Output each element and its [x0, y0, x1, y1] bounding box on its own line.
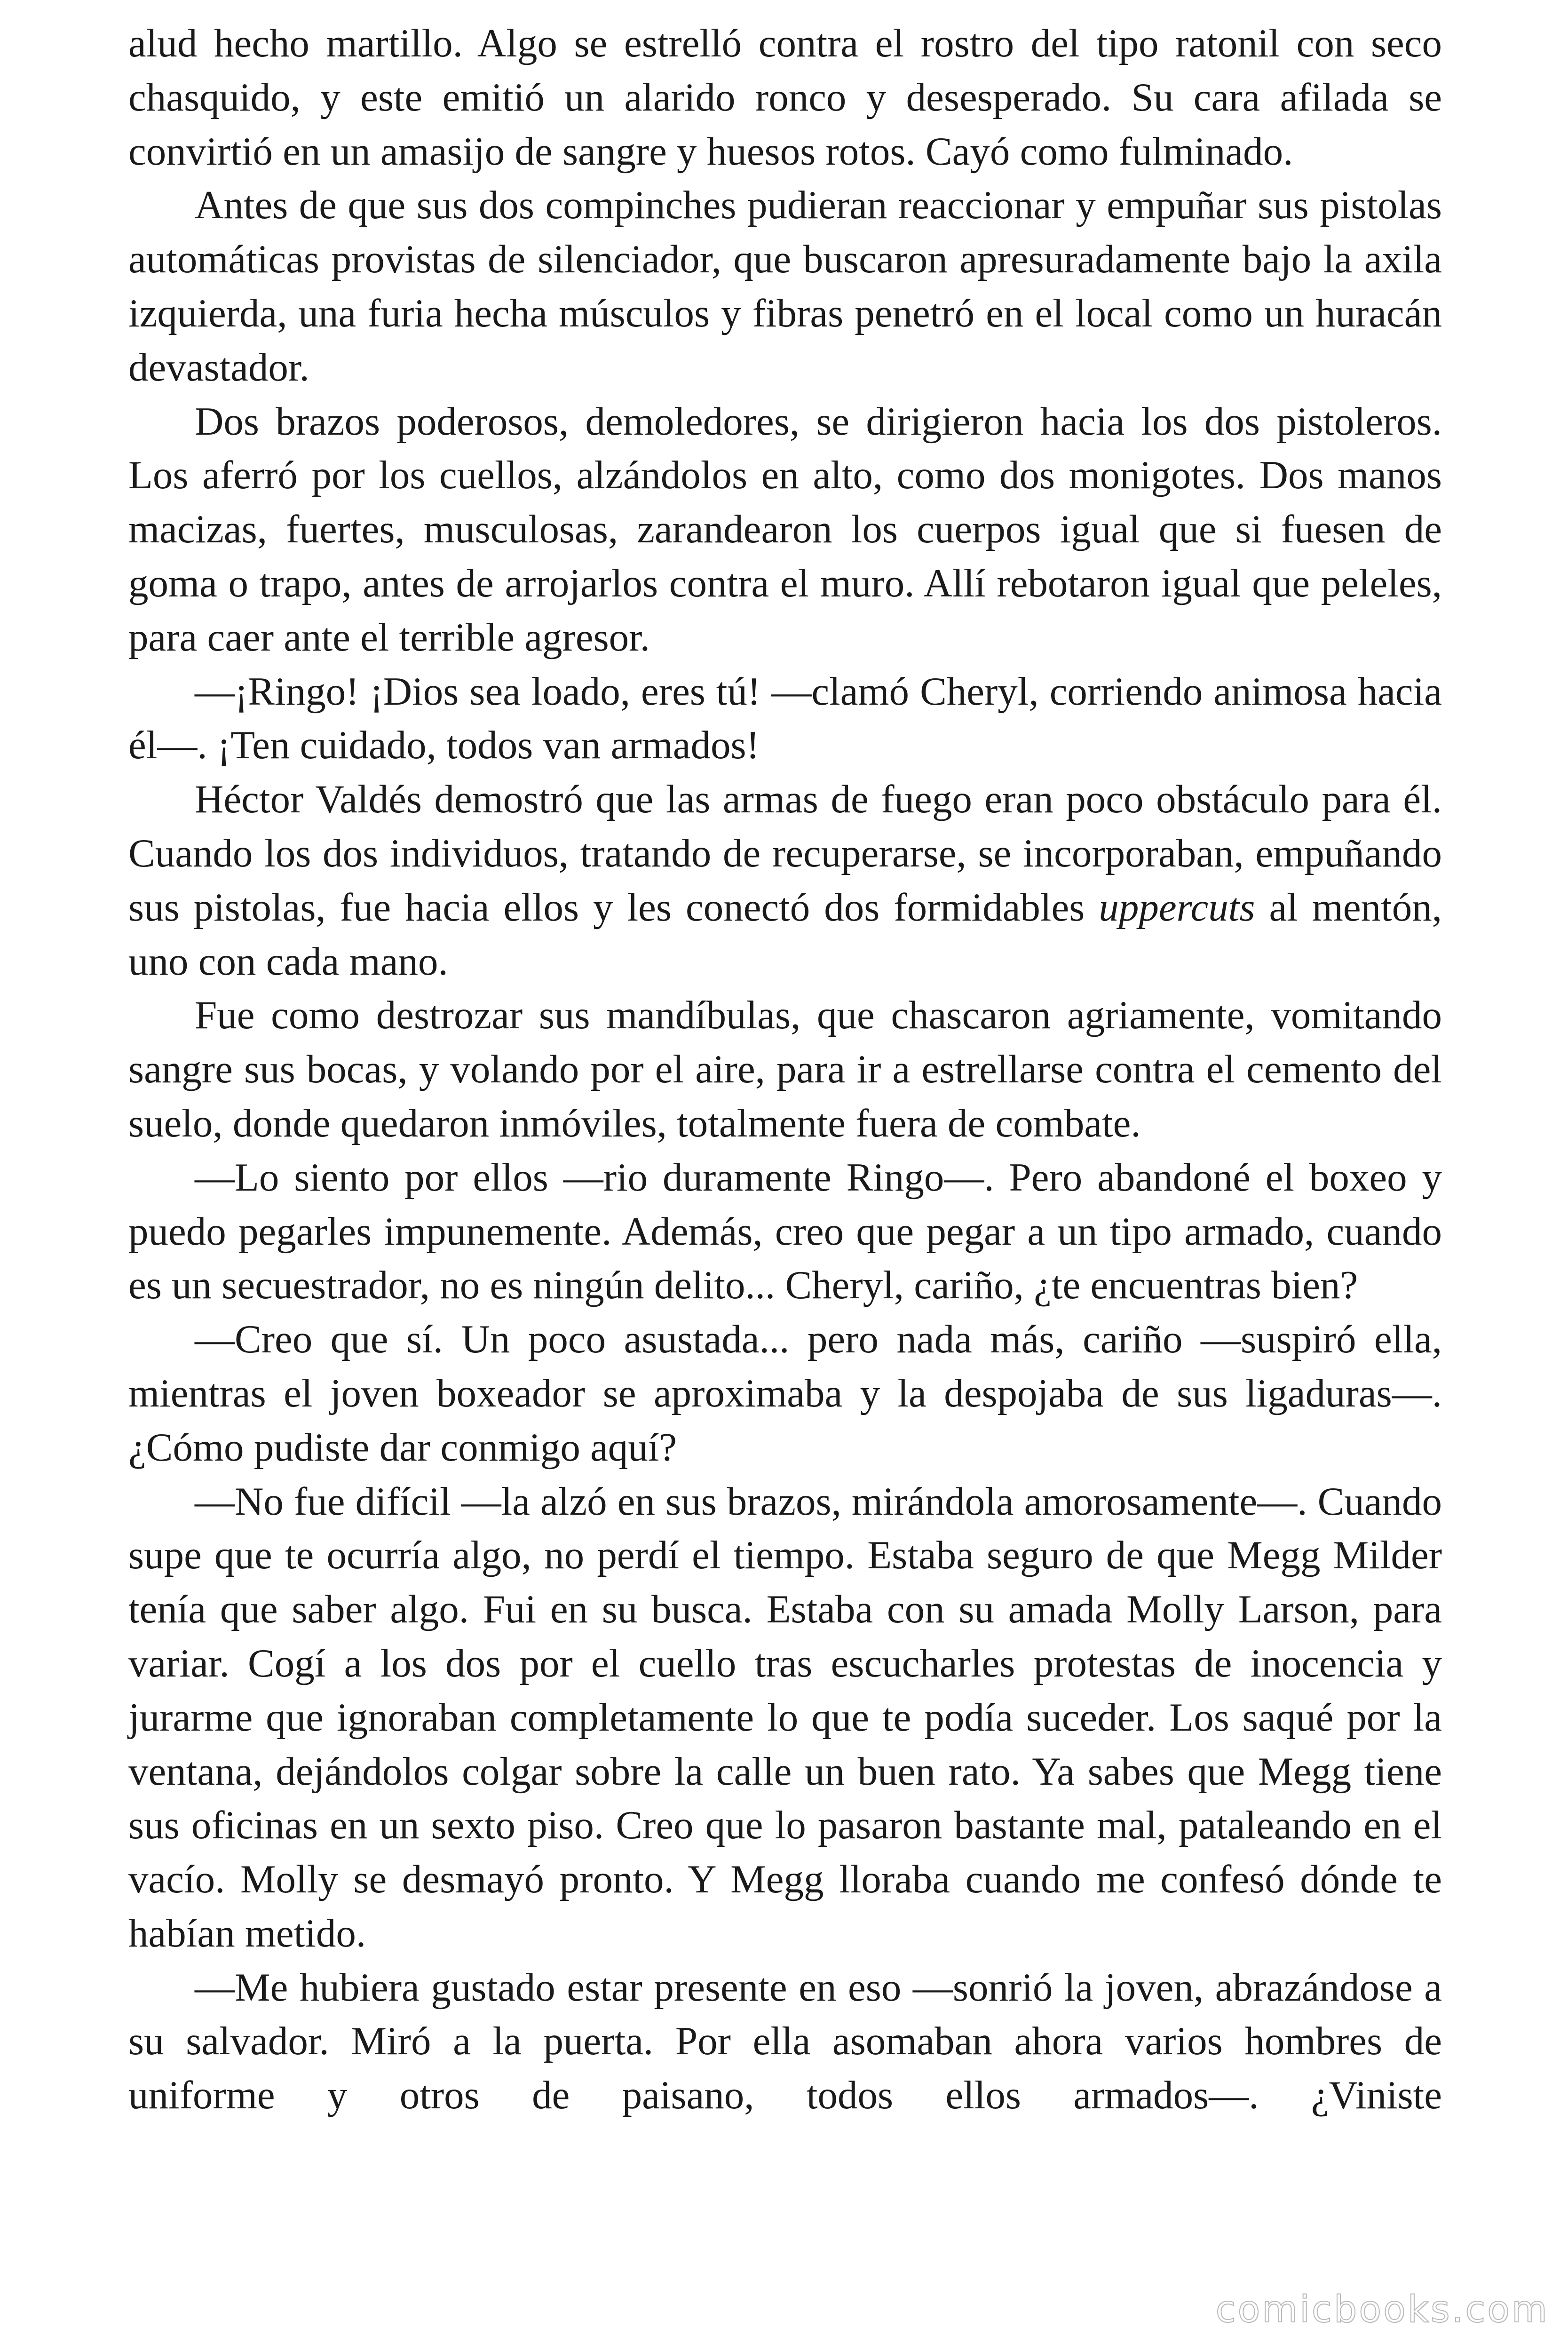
- watermark: comicbooks.com: [1215, 2288, 1549, 2331]
- paragraph-text: Fue como destrozar sus mandíbulas, que chascaron agriamente, vomitando sangre sus bocas, y volando por el aire, para ir a estrellarse contra el cemento del suelo, donde quedaron inmóviles, totalmente fuera de combate.: [128, 993, 1442, 1145]
- paragraph-text: —¡Ringo! ¡Dios sea loado, eres tú! —clamó Cheryl, corriendo animosa hacia él—. ¡Ten cuidado, todos van armados!: [128, 669, 1442, 768]
- paragraph-text: Héctor Valdés demostró que las armas de fuego eran poco obstáculo para él. Cuando los dos individuos, tratando de recuperarse, se incorporaban, empuñando sus pistolas, fue hacia ellos y les conectó dos formidables: [128, 777, 1442, 930]
- dialogue-paragraph: [128, 665, 1442, 773]
- paragraph: [128, 395, 1442, 665]
- page-text: [128, 16, 1442, 2122]
- italic-term: uppercuts: [1099, 885, 1255, 930]
- paragraph-text: Dos brazos poderosos, demoledores, se dirigieron hacia los dos pistoleros. Los aferró por los cuellos, alzándolos en alto, como dos monigotes. Dos manos macizas, fuertes, musculosas, zarandearon los cuerpos igual que si fuesen de goma o trapo, antes de arrojarlos contra el muro. Allí rebotaron igual que peleles, para caer ante el terrible agresor.: [128, 399, 1442, 660]
- dialogue-paragraph: [128, 1151, 1442, 1312]
- paragraph: [128, 16, 1442, 178]
- paragraph: [128, 772, 1442, 988]
- paragraph-text: —No fue difícil —la alzó en sus brazos, mirándola amorosamente—. Cuando supe que te ocurría algo, no perdí el tiempo. Estaba seguro de que Megg Milder tenía que saber algo. Fui en su busca. Estaba con su amada Molly Larson, para variar. Cogí a los dos por el cuello tras escucharles protestas de inocencia y jurarme que ignoraban completamente lo que te podía suceder. Los saqué por la ventana, dejándolos colgar sobre la calle un buen rato. Ya sabes que Megg tiene sus oficinas en un sexto piso. Creo que lo pasaron bastante mal, pataleando en el vacío. Molly se desmayó pronto. Y Megg lloraba cuando me confesó dónde te habían metido.: [128, 1479, 1442, 1955]
- paragraph-text: —Lo siento por ellos —rio duramente Ringo—. Pero abandoné el boxeo y puedo pegarles impunemente. Además, creo que pegar a un tipo armado, cuando es un secuestrador, no es ningún delito... Cheryl, cariño, ¿te encuentras bien?: [128, 1155, 1442, 1308]
- dialogue-paragraph: [128, 1961, 1442, 2122]
- dialogue-paragraph: [128, 1475, 1442, 1961]
- paragraph-text: —Creo que sí. Un poco asustada... pero nada más, cariño —suspiró ella, mientras el joven boxeador se aproximaba y la despojaba de sus ligaduras—. ¿Cómo pudiste dar conmigo aquí?: [128, 1317, 1442, 1470]
- dialogue-paragraph: [128, 1312, 1442, 1474]
- paragraph-text: Antes de que sus dos compinches pudieran reaccionar y empuñar sus pistolas automáticas provistas de silenciador, que buscaron apresuradamente bajo la axila izquierda, una furia hecha músculos y fibras penetró en el local como un huracán devastador.: [128, 183, 1442, 389]
- paragraph-text: —Me hubiera gustado estar presente en eso —sonrió la joven, abrazándose a su salvador. Miró a la puerta. Por ella asomaban ahora varios hombres de uniforme y otros de paisano, todos ellos armados—. ¿Viniste: [128, 1965, 1442, 2118]
- paragraph: [128, 178, 1442, 394]
- paragraph: [128, 988, 1442, 1150]
- paragraph-text: alud hecho martillo. Algo se estrelló contra el rostro del tipo ratonil con seco chasquido, y este emitió un alarido ronco y desesperado. Su cara afilada se convirtió en un amasijo de sangre y huesos rotos. Cayó como fulminado.: [128, 21, 1442, 174]
- paragraph-text: al mentón, uno con cada mano.: [128, 885, 1442, 984]
